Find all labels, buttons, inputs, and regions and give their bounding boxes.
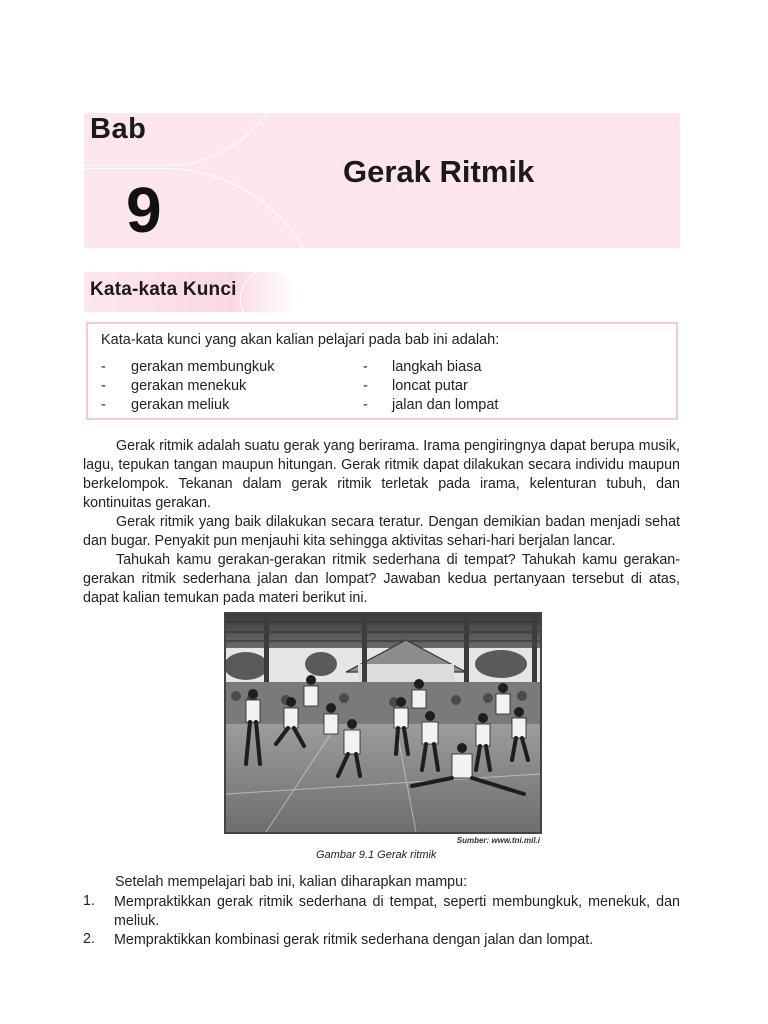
objective-item: Mempraktikkan kombinasi gerak ritmik sederhana dengan jalan dan lompat. <box>114 932 594 948</box>
objectives-intro: Setelah mempelajari bab ini, kalian diharapkan mampu: <box>115 874 468 890</box>
list-bullet: - <box>101 359 106 375</box>
list-bullet: - <box>101 378 106 394</box>
chapter-label: Bab <box>90 113 147 145</box>
list-number: 1. <box>83 893 95 909</box>
decorative-arc <box>240 272 296 312</box>
list-bullet: - <box>363 378 368 394</box>
body-paragraph: Gerak ritmik yang baik dilakukan secara teratur. Dengan demikian badan menjadi sehat dan bugar. Penyakit pun menjauhi kita sehingga aktivitas sehari-hari berjalan lancar. <box>83 514 680 549</box>
figure-source: Sumber: www.tni.mil.i <box>456 836 540 845</box>
keyword-item: loncat putar <box>392 378 468 394</box>
keywords-title: Kata-kata Kunci <box>90 279 237 300</box>
list-bullet: - <box>363 359 368 375</box>
list-bullet: - <box>363 397 368 413</box>
keywords-intro: Kata-kata kunci yang akan kalian pelajari pada bab ini adalah: <box>101 332 500 348</box>
keyword-item: gerakan meliuk <box>131 397 230 413</box>
figure-caption: Gambar 9.1 Gerak ritmik <box>316 849 437 861</box>
objective-item: Mempraktikkan gerak ritmik sederhana di tempat, seperti membungkuk, menekuk, dan meliuk. <box>114 894 680 929</box>
body-paragraph: Tahukah kamu gerakan-gerakan ritmik sederhana di tempat? Tahukah kamu gerakan-gerakan ritmik sederhana jalan dan lompat? Jawaban kedua pertanyaan tersebut di atas, dapat kalian temukan pada materi berikut ini. <box>83 552 680 606</box>
keyword-item: jalan dan lompat <box>392 397 499 413</box>
keyword-item: gerakan membungkuk <box>131 359 275 375</box>
keyword-item: langkah biasa <box>392 359 482 375</box>
body-paragraph: Gerak ritmik adalah suatu gerak yang berirama. Irama pengiringnya dapat berupa musik, lagu, tepukan tangan maupun hitungan. Gerak ritmik dapat dilakukan secara individu maupun berkelompok. Tekanan dalam gerak ritmik terletak pada irama, kelenturan tubuh, dan kontinuitas gerakan. <box>83 438 680 511</box>
list-number: 2. <box>83 931 95 947</box>
decorative-arc <box>84 168 325 248</box>
gymnastics-photo-image <box>226 614 540 832</box>
chapter-number: 9 <box>126 174 162 246</box>
list-bullet: - <box>101 397 106 413</box>
keyword-item: gerakan menekuk <box>131 378 247 394</box>
figure-photo <box>224 612 542 834</box>
page-title: Gerak Ritmik <box>343 154 535 189</box>
